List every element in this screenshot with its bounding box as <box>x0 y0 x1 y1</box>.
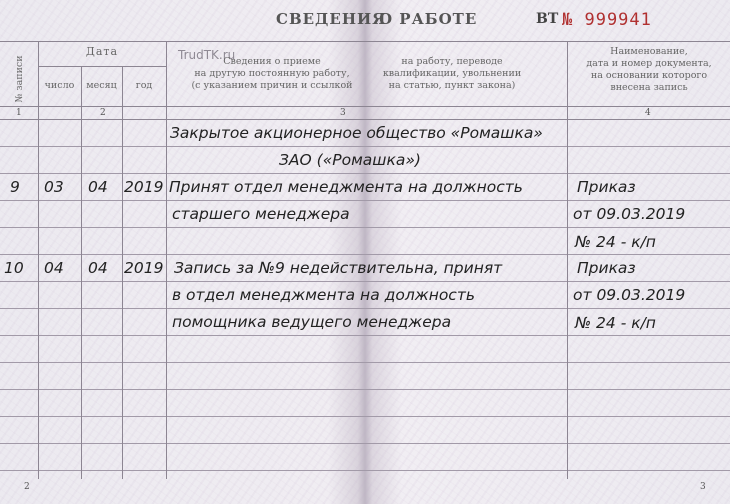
page-number-left: 2 <box>24 482 30 492</box>
entry-number: 9 <box>10 178 20 196</box>
entry-number: 10 <box>4 259 24 277</box>
row-line <box>0 146 730 147</box>
info-header-right-line: на работу, переводе <box>401 56 503 67</box>
title-left: СВЕДЕНИЯ <box>276 10 387 28</box>
entry-basis-line: Приказ <box>577 178 636 196</box>
row-line <box>0 227 730 228</box>
entry-text-line: в отдел менеджмента на должность <box>172 286 475 304</box>
info-header-right-line: на статью, пункт закона) <box>388 80 516 91</box>
entry-text-line: старшего менеджера <box>172 205 350 223</box>
basis-header <box>568 46 730 94</box>
rule-numbers-bottom <box>0 119 730 120</box>
row-line <box>0 173 730 174</box>
serial-number: № 999941 <box>562 10 652 30</box>
row-line <box>0 416 730 417</box>
basis-header-line: внесена запись <box>610 82 688 93</box>
entry-number-header <box>4 55 34 101</box>
entry-basis-line: № 24 - к/п <box>575 233 656 251</box>
col-divider <box>81 66 82 479</box>
page-number-right: 3 <box>700 482 706 492</box>
basis-header-line: дата и номер документа, <box>586 58 712 69</box>
entry-month: 04 <box>88 259 108 277</box>
row-line <box>0 254 730 255</box>
col-divider <box>122 66 123 479</box>
row-line <box>0 443 730 444</box>
year-header: год <box>135 80 153 91</box>
entry-text-line: Принят отдел менеджмента на должность <box>169 178 523 196</box>
title-right: О РАБОТЕ <box>379 10 478 28</box>
col-divider <box>567 41 568 479</box>
column-number-4: 4 <box>645 108 651 118</box>
entry-basis-line: Приказ <box>577 259 636 277</box>
entry-text-line: помощника ведущего менеджера <box>172 313 452 331</box>
watermark: TrudTK.ru <box>178 48 236 62</box>
row-line <box>0 308 730 309</box>
info-header-left-line: (с указанием причин и ссылкой <box>191 80 353 91</box>
info-header-left <box>186 56 358 92</box>
date-header: Дата <box>85 45 119 58</box>
entry-day: 03 <box>44 178 64 196</box>
column-number-1: 1 <box>16 108 22 118</box>
row-line <box>0 389 730 390</box>
company-short-name: ЗАО («Ромашка») <box>279 151 421 169</box>
row-line <box>0 200 730 201</box>
basis-header-line: Наименование, <box>610 46 688 57</box>
basis-header-line: на основании которого <box>590 70 708 81</box>
info-header-right-line: квалификации, увольнении <box>382 68 522 79</box>
month-header: месяц <box>86 80 117 91</box>
entry-text-line: Запись за №9 недействительна, принят <box>174 259 503 277</box>
row-line <box>0 281 730 282</box>
entry-basis-line: от 09.03.2019 <box>573 286 686 304</box>
rule-top <box>0 41 730 42</box>
entry-month: 04 <box>88 178 108 196</box>
date-subheader-rule <box>38 66 166 67</box>
row-line <box>0 335 730 336</box>
column-number-3: 3 <box>340 108 346 118</box>
entry-number-header-text: № записи <box>14 55 25 103</box>
info-header-right <box>372 56 532 92</box>
entry-basis-line: от 09.03.2019 <box>573 205 686 223</box>
column-number-2: 2 <box>100 108 106 118</box>
col-divider <box>166 41 167 479</box>
row-line <box>0 362 730 363</box>
row-line <box>0 470 730 471</box>
col-divider <box>38 41 39 479</box>
entry-day: 04 <box>44 259 64 277</box>
info-header-left-line: на другую постоянную работу, <box>194 68 350 79</box>
entry-year: 2019 <box>124 259 164 277</box>
rule-header-bottom <box>0 106 730 107</box>
info-header-left-line: Сведения о приеме <box>223 56 321 67</box>
company-full-name: Закрытое акционерное общество «Ромашка» <box>170 124 543 142</box>
day-header: число <box>44 80 75 91</box>
series-label: ВТ <box>536 11 559 27</box>
entry-year: 2019 <box>124 178 164 196</box>
entry-basis-line: № 24 - к/п <box>575 314 656 332</box>
